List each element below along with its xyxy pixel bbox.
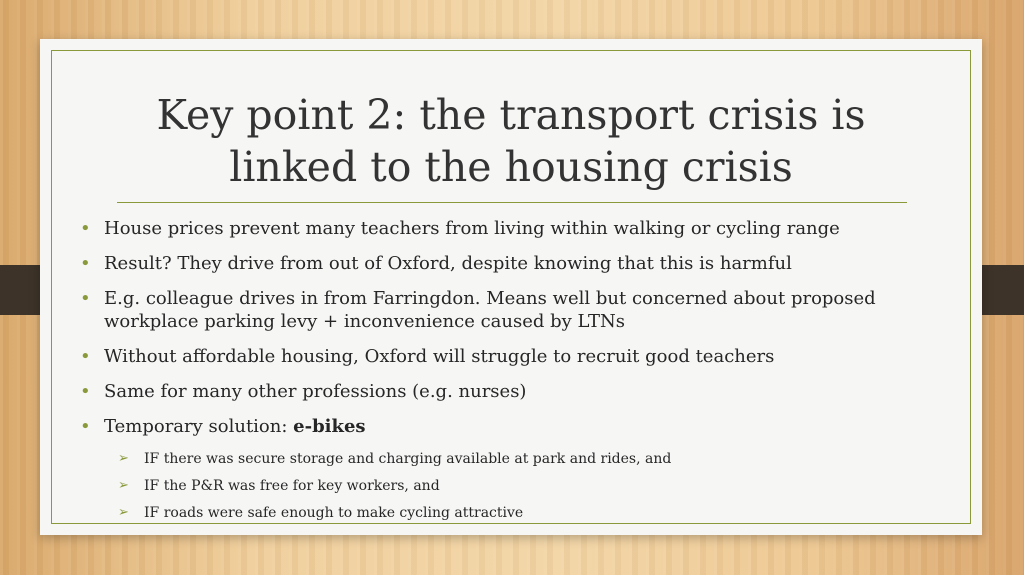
slide-card (40, 39, 982, 535)
sub-bullet-text: IF the P&R was free for key workers, and (144, 478, 440, 494)
bullet-text-bold: e-bikes (293, 416, 366, 437)
bullet-list (78, 217, 938, 450)
bullet-text-prefix: Temporary solution: (104, 416, 294, 437)
bullet-item (78, 345, 938, 368)
title-line-1: Key point 2: the transport crisis is (156, 91, 866, 139)
sub-bullet-list (118, 450, 918, 531)
bullet-text: Without affordable housing, Oxford will struggle to recruit good teachers (104, 346, 775, 367)
slide-title (120, 89, 902, 193)
bullet-dot-icon: • (80, 346, 91, 367)
sub-bullet-text: IF there was secure storage and charging available at park and rides, and (144, 451, 672, 467)
sub-bullet-text: IF roads were safe enough to make cycling attractive (144, 505, 524, 521)
bullet-dot-icon: • (80, 218, 91, 239)
bullet-dot-icon: • (80, 381, 91, 402)
title-line-2: linked to the housing crisis (229, 143, 793, 191)
arrow-bullet-icon: ➢ (118, 505, 129, 520)
bullet-item (78, 415, 938, 438)
bullet-dot-icon: • (80, 288, 91, 309)
bullet-text: Result? They drive from out of Oxford, despite knowing that this is harmful (104, 253, 792, 274)
sub-bullet-item (118, 477, 918, 495)
left-decorative-tab (0, 265, 40, 315)
bullet-text: House prices prevent many teachers from living within walking or cycling range (104, 218, 840, 239)
bullet-item (78, 380, 938, 403)
bullet-item (78, 252, 938, 275)
sub-bullet-item (118, 450, 918, 468)
bullet-item (78, 217, 938, 240)
sub-bullet-item (118, 504, 918, 522)
bullet-dot-icon: • (80, 253, 91, 274)
title-divider (117, 202, 907, 203)
bullet-text: Same for many other professions (e.g. nurses) (104, 381, 527, 402)
bullet-text-line-2: workplace parking levy + inconvenience caused by LTNs (104, 311, 626, 332)
bullet-dot-icon: • (80, 416, 91, 437)
arrow-bullet-icon: ➢ (118, 451, 129, 466)
arrow-bullet-icon: ➢ (118, 478, 129, 493)
bullet-text-line-1: E.g. colleague drives in from Farringdon. Means well but concerned about proposed (104, 288, 876, 309)
bullet-item (78, 287, 938, 333)
